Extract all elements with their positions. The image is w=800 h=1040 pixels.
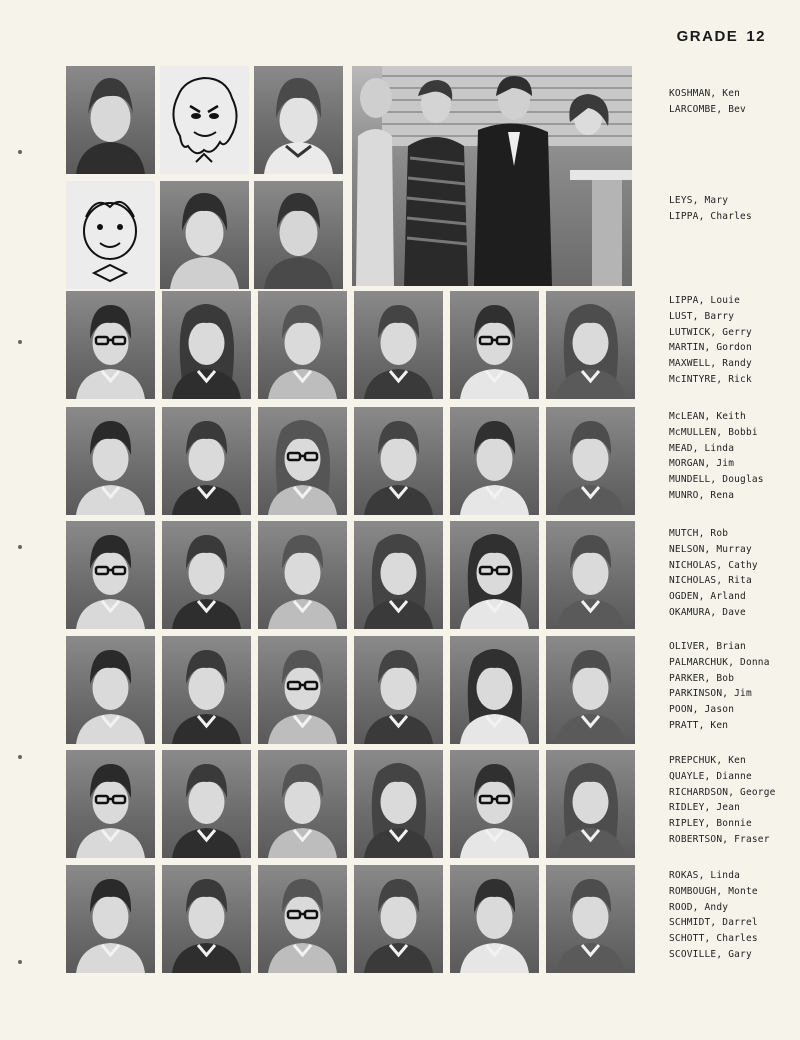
names-list: [669, 409, 794, 504]
student-name: RIDLEY, Jean: [669, 802, 741, 814]
portrait-photo: [354, 750, 443, 858]
portrait-photo: [254, 66, 343, 174]
student-name: PARKER, Bob: [669, 672, 735, 684]
portrait-photo: [450, 865, 539, 973]
portrait-photo: [160, 181, 249, 289]
student-name: LIPPA, Charles: [669, 210, 752, 222]
student-name: ROMBOUGH, Monte: [669, 885, 758, 897]
portrait-row-5: [66, 521, 638, 631]
portrait-photo: [450, 750, 539, 858]
student-name: ROKAS, Linda: [669, 870, 741, 881]
student-name: OLIVER, Brian: [669, 641, 746, 652]
student-name: NICHOLAS, Rita: [669, 575, 752, 587]
student-name: McINTYRE, Rick: [669, 373, 752, 385]
student-name: MUNDELL, Douglas: [669, 474, 764, 486]
student-name: LUST, Barry: [669, 310, 735, 322]
student-name: MARTIN, Gordon: [669, 342, 752, 354]
student-name: MAXWELL, Randy: [669, 358, 752, 370]
student-name: NELSON, Murray: [669, 543, 752, 555]
portrait-photo: [66, 66, 155, 174]
portrait-row-6: [66, 636, 638, 746]
portrait-photo: [258, 636, 347, 744]
portrait-photo: [354, 865, 443, 973]
portrait-photo: [450, 521, 539, 629]
portrait-photo: [162, 407, 251, 515]
student-name: SCHMIDT, Darrel: [669, 917, 758, 929]
portrait-photo: [546, 407, 635, 515]
portrait-photo: [66, 636, 155, 744]
portrait-photo: [258, 291, 347, 399]
cartoon-drawing: [66, 181, 155, 289]
portrait-photo: [546, 636, 635, 744]
student-name: LUTWICK, Gerry: [669, 326, 752, 338]
binder-hole: [18, 960, 22, 964]
portrait-photo: [450, 291, 539, 399]
student-name: RIPLEY, Bonnie: [669, 818, 752, 830]
names-list: [669, 639, 794, 734]
student-name: SCHOTT, Charles: [669, 933, 758, 945]
student-name: PALMARCHUK, Donna: [669, 656, 770, 668]
portrait-photo: [258, 521, 347, 629]
student-name: MEAD, Linda: [669, 442, 735, 454]
binder-hole: [18, 150, 22, 154]
names-list: [669, 193, 794, 225]
names-list: [669, 86, 794, 118]
student-name: PREPCHUK, Ken: [669, 755, 746, 766]
portrait-photo: [546, 291, 635, 399]
student-name: McLEAN, Keith: [669, 411, 746, 422]
portrait-photo: [354, 521, 443, 629]
portrait-row-3: [66, 291, 638, 401]
student-name: ROBERTSON, Fraser: [669, 833, 770, 845]
page-heading: [677, 28, 766, 45]
portrait-photo: [162, 291, 251, 399]
binder-hole: [18, 755, 22, 759]
student-name: OGDEN, Arland: [669, 591, 746, 603]
portrait-photo: [546, 750, 635, 858]
portrait-photo: [354, 636, 443, 744]
student-name: KOSHMAN, Ken: [669, 88, 741, 99]
student-name: LARCOMBE, Bev: [669, 103, 746, 115]
portrait-row-7: [66, 750, 638, 860]
student-name: RICHARDSON, George: [669, 786, 776, 798]
student-name: MUTCH, Rob: [669, 528, 729, 539]
student-name: PARKINSON, Jim: [669, 688, 752, 700]
names-list: [669, 753, 794, 848]
portrait-photo: [162, 750, 251, 858]
portrait-photo: [66, 865, 155, 973]
names-list: [669, 526, 794, 621]
student-name: NICHOLAS, Cathy: [669, 559, 758, 571]
portrait-photo: [354, 291, 443, 399]
student-name: MORGAN, Jim: [669, 458, 735, 470]
portrait-row-2: [66, 181, 638, 291]
portrait-photo: [66, 407, 155, 515]
binder-hole: [18, 340, 22, 344]
student-name: OKAMURA, Dave: [669, 606, 746, 618]
student-name: MUNRO, Rena: [669, 489, 735, 501]
portrait-photo: [450, 636, 539, 744]
grade-label: GRADE: [676, 28, 739, 45]
student-name: SCOVILLE, Gary: [669, 948, 752, 960]
names-list: [669, 868, 794, 963]
portrait-photo: [254, 181, 343, 289]
student-name: ROOD, Andy: [669, 901, 729, 913]
grade-number: 12: [746, 28, 766, 45]
names-list: [669, 293, 794, 388]
portrait-photo: [546, 521, 635, 629]
student-name: LIPPA, Louie: [669, 295, 741, 306]
portrait-photo: [66, 750, 155, 858]
portrait-photo: [546, 865, 635, 973]
portrait-photo: [258, 865, 347, 973]
student-name: McMULLEN, Bobbi: [669, 426, 758, 438]
portrait-photo: [258, 750, 347, 858]
portrait-photo: [66, 521, 155, 629]
binder-hole: [18, 545, 22, 549]
portrait-photo: [162, 636, 251, 744]
portrait-photo: [450, 407, 539, 515]
portrait-photo: [162, 865, 251, 973]
portrait-photo: [258, 407, 347, 515]
student-name: QUAYLE, Dianne: [669, 770, 752, 782]
portrait-row-8: [66, 865, 638, 975]
portrait-photo: [354, 407, 443, 515]
student-name: PRATT, Ken: [669, 719, 729, 731]
portrait-row-4: [66, 407, 638, 517]
portrait-photo: [162, 521, 251, 629]
cartoon-drawing: [160, 66, 249, 174]
student-name: POON, Jason: [669, 704, 735, 716]
student-name: LEYS, Mary: [669, 195, 729, 206]
portrait-photo: [66, 291, 155, 399]
